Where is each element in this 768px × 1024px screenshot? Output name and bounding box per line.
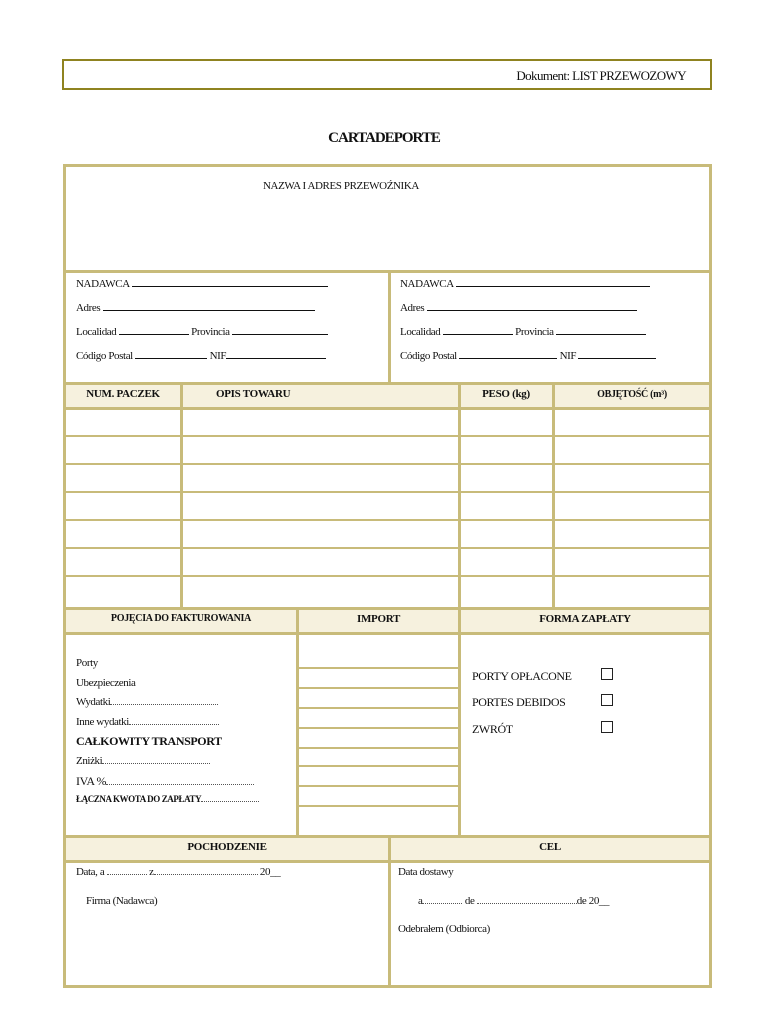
- payment-paid-checkbox[interactable]: [601, 668, 613, 680]
- table-row: [66, 491, 709, 493]
- import-cell: [298, 687, 458, 689]
- import-cell: [298, 727, 458, 729]
- payment-option-return: ZWRÓT: [472, 722, 513, 736]
- document-label-box: [62, 59, 712, 90]
- divider: [388, 835, 391, 985]
- divider: [66, 632, 709, 635]
- billing-item-porty: Porty: [76, 657, 98, 669]
- destination-delivery-date: Data dostawy: [398, 866, 454, 878]
- import-cell: [298, 667, 458, 669]
- goods-col-volume: OBJĘTOŚĆ (m³): [597, 389, 667, 400]
- payment-option-due: PORTES DEBIDOS: [472, 695, 566, 709]
- divider: [66, 407, 709, 410]
- table-row: [66, 519, 709, 521]
- divider: [458, 607, 461, 835]
- payment-due-checkbox[interactable]: [601, 694, 613, 706]
- import-cell: [298, 805, 458, 807]
- import-cell: [298, 707, 458, 709]
- billing-col-payment: FORMA ZAPŁATY: [539, 613, 631, 625]
- page-title: CARTADEPORTE: [328, 130, 440, 146]
- billing-item-wydatki: Wydatki: [76, 696, 218, 708]
- origin-header: POCHODZENIE: [187, 841, 267, 853]
- divider: [552, 382, 555, 608]
- sender-right-localidad: Localidad Provincia: [400, 326, 646, 338]
- billing-item-ubezpieczenia: Ubezpieczenia: [76, 677, 136, 689]
- destination-header: CEL: [539, 841, 561, 853]
- import-cell: [298, 785, 458, 787]
- destination-received: Odebrałem (Odbiorca): [398, 923, 490, 935]
- payment-return-checkbox[interactable]: [601, 721, 613, 733]
- goods-col-packages: NUM. PACZEK: [86, 388, 160, 400]
- divider: [458, 382, 461, 608]
- billing-item-znizki: Zniżki: [76, 755, 210, 767]
- destination-date-line: a de de 20__: [418, 895, 610, 907]
- origin-date: Data, a z 20__: [76, 866, 281, 878]
- document-label: Dokument: LIST PRZEWOZOWY: [516, 68, 686, 83]
- sender-right-codigo-postal: Código Postal NIF: [400, 350, 656, 362]
- billing-col-concepts: POJĘCIA DO FAKTUROWANIA: [110, 613, 252, 624]
- divider: [66, 382, 709, 385]
- divider: [296, 607, 299, 835]
- divider: [388, 270, 391, 383]
- table-row: [66, 575, 709, 577]
- import-cell: [298, 765, 458, 767]
- carrier-label: NAZWA I ADRES PRZEWOŹNIKA: [263, 180, 419, 192]
- origin-signature: Firma (Nadawca): [86, 895, 158, 907]
- sender-left-localidad: Localidad Provincia: [76, 326, 328, 338]
- goods-col-weight: PESO (kg): [482, 388, 530, 400]
- sender-left-adres: Adres: [76, 302, 315, 314]
- billing-item-iva: IVA %: [76, 774, 254, 789]
- divider: [180, 382, 183, 608]
- billing-col-import: IMPORT: [356, 613, 401, 625]
- goods-col-description: OPIS TOWARU: [216, 388, 291, 400]
- table-row: [66, 463, 709, 465]
- form-frame: [63, 164, 712, 988]
- divider: [66, 607, 709, 610]
- import-cell: [298, 747, 458, 749]
- sender-left-nadawca: NADAWCA: [76, 278, 328, 290]
- sender-right-adres: Adres: [400, 302, 637, 314]
- sender-left-codigo-postal: Código Postal NIF: [76, 350, 326, 362]
- billing-item-total-due: ŁĄCZNA KWOTA DO ZAPŁATY: [76, 794, 259, 804]
- table-row: [66, 435, 709, 437]
- payment-option-paid: PORTY OPŁACONE: [472, 669, 572, 683]
- billing-item-total-transport: CAŁKOWITY TRANSPORT: [76, 734, 222, 748]
- billing-item-inne-wydatki: Inne wydatki: [76, 716, 219, 728]
- table-row: [66, 547, 709, 549]
- sender-right-nadawca: NADAWCA: [400, 278, 650, 290]
